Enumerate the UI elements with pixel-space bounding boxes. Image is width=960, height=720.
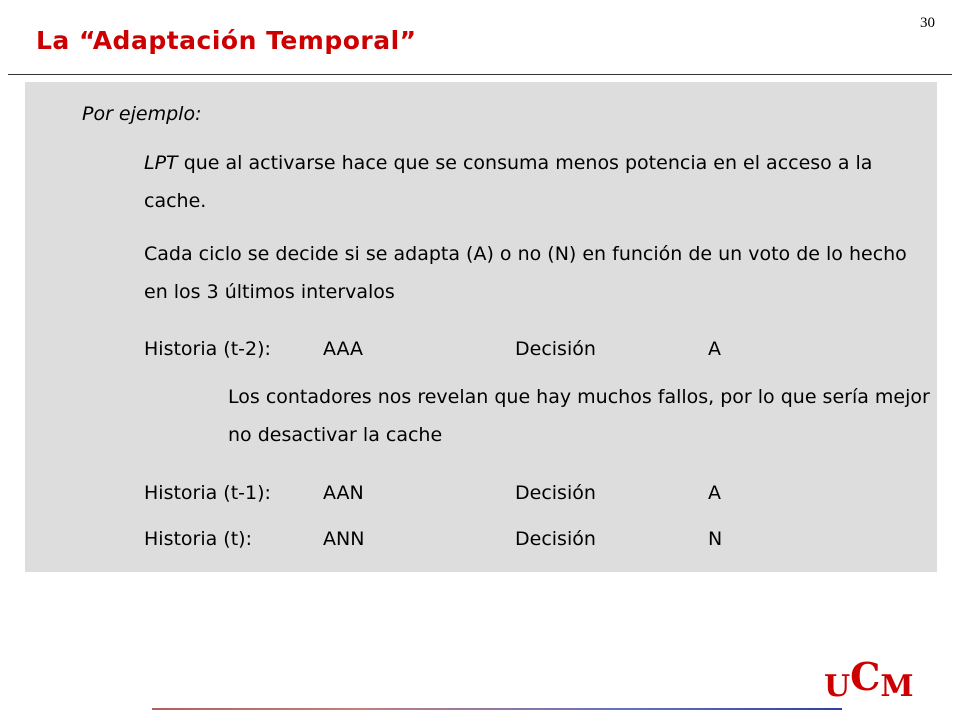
lpt-term: LPT	[144, 152, 178, 174]
counters-note: Los contadores nos revelan que hay muchos fallos, por lo que sería mejor no desactivar la cache	[228, 386, 930, 446]
slide-title: La “Adaptación Temporal”	[36, 26, 417, 55]
decision-result: A	[708, 338, 721, 360]
decision-result: A	[708, 482, 721, 504]
logo-letter-m: M	[880, 669, 914, 704]
slide-number: 30	[920, 15, 935, 31]
history-row-t-1	[0, 474, 780, 512]
logo-letter-u: U	[824, 669, 851, 704]
decision-label: Decisión	[515, 482, 596, 504]
lpt-paragraph	[144, 144, 934, 220]
title-divider	[8, 74, 952, 75]
history-value: AAN	[323, 482, 364, 504]
history-label: Historia (t-2):	[144, 338, 271, 360]
ucm-logo	[824, 654, 914, 704]
decision-label: Decisión	[515, 528, 596, 550]
intro-text: Por ejemplo:	[82, 103, 202, 125]
history-row-t	[0, 520, 780, 558]
decision-result: N	[708, 528, 723, 550]
decision-label: Decisión	[515, 338, 596, 360]
footer-divider	[152, 708, 842, 710]
logo-letter-c: C	[850, 654, 881, 699]
lpt-description: que al activarse hace que se consuma menos potencia en el acceso a la cache.	[144, 152, 873, 212]
history-row-t-2	[0, 330, 780, 368]
history-value: AAA	[323, 338, 364, 360]
history-label: Historia (t):	[144, 528, 252, 550]
history-label: Historia (t-1):	[144, 482, 271, 504]
decision-paragraph: Cada ciclo se decide si se adapta (A) o no (N) en función de un voto de lo hecho en los 3 últimos intervalos	[144, 243, 907, 303]
history-value: ANN	[323, 528, 365, 550]
